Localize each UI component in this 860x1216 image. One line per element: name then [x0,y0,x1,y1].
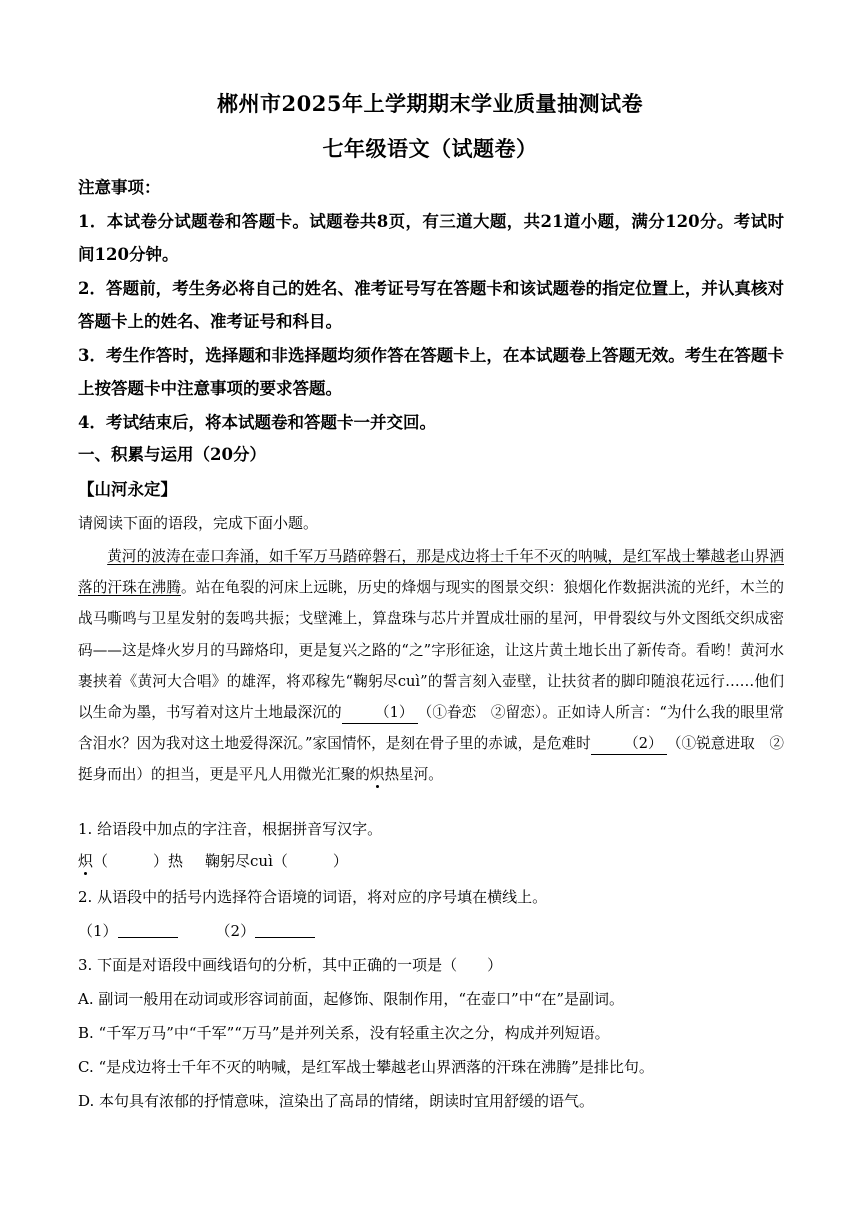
reading-passage [78,541,784,791]
q1-answer-b: 鞠躬尽cuì（ ） [205,852,348,870]
section-heading: 一、积累与运用（20分） [78,445,266,464]
dotted-char: 炽 [369,766,385,784]
notice-item-1: 1．本试卷分试题卷和答题卡。试题卷共8页，有三道大题，共21道小题，满分120分。考试时间120分钟。 [78,212,784,264]
subsection-heading: 【山河永定】 [78,480,177,499]
question-3: 3. 下面是对语段中画线语句的分析，其中正确的一项是（ ） [78,956,503,974]
q1-dotted-char: 炽 [78,852,94,870]
notice-item-3: 3．考生作答时，选择题和非选择题均须作答在答题卡上，在本试题卷上答题无效。考生在答题卡上按答题卡中注意事项的要求答题。 [78,346,784,398]
option-b: B. “千军万马”中“千军”“万马”是并列关系，没有轻重主次之分，构成并列短语。 [78,1024,610,1042]
passage-part-1: 。站在龟裂的河床上远眺，历史的烽烟与现实的图景交织：狼烟化作数据洪流的光纤，木兰的战马嘶鸣与卫星发射的轰鸣共振；戈壁滩上，算盘珠与芯片并置成壮丽的星河，甲骨裂纹与外文图纸交织成密码——这是烽火岁月的马蹄烙印，更是复兴之路的“之”字形征途，让这片黄土地长出了新传奇。看哟！黄河水裹挟着《黄河大合唱》的雄浑，将邓稼先“鞠躬尽cuì”的誓言刻入壶壁，让扶贫者的脚印随浪花远行……他们以生命为墨，书写着对这片土地最深沉的 [78,579,784,722]
blank-1: （1） [342,703,418,724]
instruction-text: 请阅读下面的语段，完成下面小题。 [78,514,319,532]
question-1-answers [78,846,798,876]
q2-blank-1 [118,921,178,938]
passage-part-4: 热星河。 [384,766,443,784]
option-d: D. 本句具有浓郁的抒情意味，渲染出了高昂的情绪，朗读时宜用舒缓的语气。 [78,1092,595,1110]
underlined-sentence: 黄河的波涛在壶口奔涌，如千军万马踏碎磐石，那是戍边将士千年不灭的呐喊，是红军战士攀越老山界洒落的汗珠在沸腾 [78,548,784,597]
q2-label-1: （1） [78,922,118,940]
passage-part-3: （①锐意进取 ②挺身而出）的担当，更是平凡人用微光汇聚的 [78,735,784,784]
option-c: C. “是戍边将士千年不灭的呐喊，是红军战士攀越老山界洒落的汗珠在沸腾”是排比句。 [78,1058,654,1076]
notice-heading: 注意事项： [78,178,161,197]
q2-label-2: （2） [215,922,256,940]
blank-2: （2） [591,734,667,755]
notice-item-4: 4．考试结束后，将本试题卷和答题卡一并交回。 [78,413,436,432]
notice-item-2: 2．答题前，考生务必将自己的姓名、准考证号写在答题卡和该试题卷的指定位置上，并认真核对答题卡上的姓名、准考证号和科目。 [78,279,784,331]
exam-title: 郴州市2025年上学期期末学业质量抽测试卷 [217,91,643,116]
question-1: 1. 给语段中加点的字注音，根据拼音写汉字。 [78,820,383,838]
question-2-answers [78,916,798,946]
passage-part-2: （①眷恋 ②留恋）。正如诗人所言：“为什么我的眼里常含泪水？因为我对这土地爱得深沉。”家国情怀，是刻在骨子里的赤诚，是危难时 [78,704,784,753]
exam-subtitle: 七年级语文（试题卷） [322,136,538,161]
q2-blank-2 [255,921,315,938]
question-2: 2. 从语段中的括号内选择符合语境的词语，将对应的序号填在横线上。 [78,888,548,906]
q1-answer-a: （ ）热 [93,852,184,870]
option-a: A. 副词一般用在动词或形容词前面，起修饰、限制作用，“在壶口”中“在”是副词。 [78,990,625,1008]
